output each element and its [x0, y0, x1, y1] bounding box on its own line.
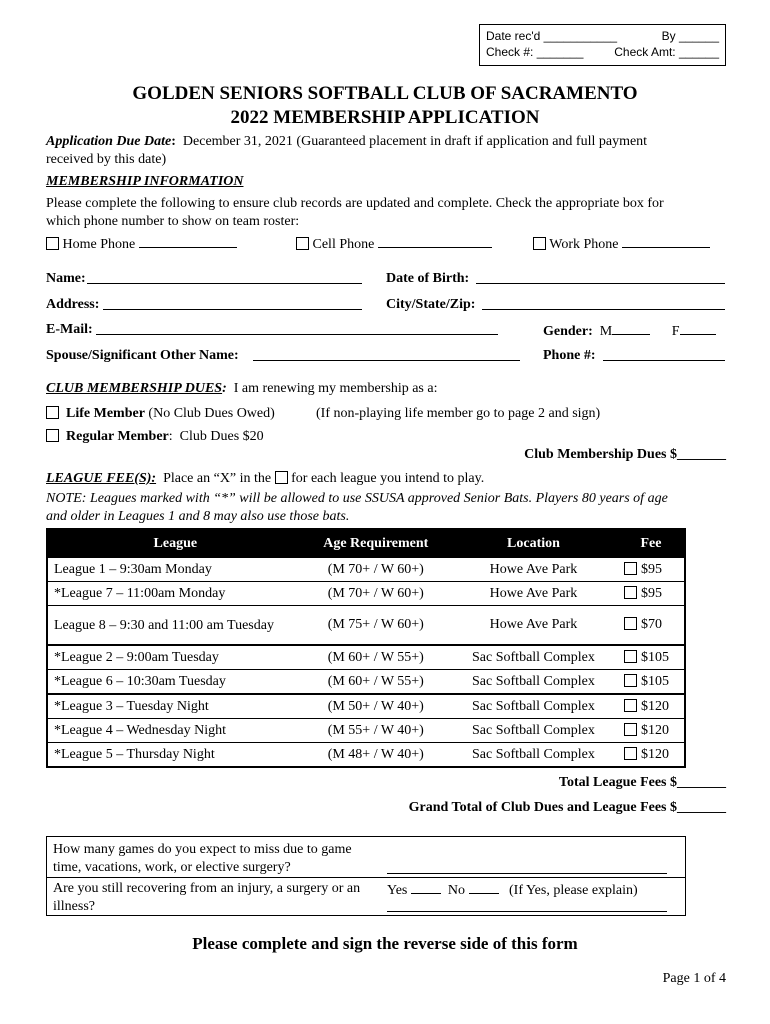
- league-checkbox[interactable]: [624, 586, 637, 599]
- location: Sac Softball Complex: [449, 645, 618, 670]
- league-note: NOTE: Leagues marked with “*” will be allowed to use SSUSA approved Senior Bats. Players 80 years of age: [46, 491, 668, 506]
- gender-female-field[interactable]: [680, 321, 716, 335]
- header-fee: Fee: [618, 529, 685, 558]
- age-requirement: (M 50+ / W 40+): [303, 694, 449, 719]
- total-league-fees[interactable]: Total League Fees $_______: [558, 775, 726, 790]
- gender-row: Gender: M F: [543, 321, 716, 341]
- location: Sac Softball Complex: [449, 694, 618, 719]
- league-name: *League 2 – 9:00am Tuesday: [47, 645, 303, 670]
- missed-games-field[interactable]: [387, 859, 667, 874]
- due-date-line: Application Due Date: December 31, 2021 (Guaranteed placement in draft if application and full payment: [46, 134, 648, 149]
- name-field[interactable]: [87, 269, 362, 284]
- work-phone-checkbox[interactable]: [533, 237, 546, 250]
- spouse-label: Spouse/Significant Other Name:: [46, 348, 239, 363]
- home-phone-field[interactable]: [139, 234, 237, 248]
- location: Sac Softball Complex: [449, 719, 618, 743]
- league-name: *League 7 – 11:00am Monday: [47, 582, 303, 606]
- office-use-box: [479, 24, 726, 66]
- league-table-header: [47, 529, 685, 558]
- fee-amount: $120: [640, 722, 669, 738]
- table-row: [47, 743, 685, 768]
- table-row: [47, 558, 685, 582]
- injury-answer-row: Yes No (If Yes, please explain): [387, 880, 638, 900]
- age-requirement: (M 75+ / W 60+): [303, 606, 449, 646]
- age-requirement: (M 48+ / W 40+): [303, 743, 449, 768]
- questions-box: [46, 836, 686, 916]
- cell-phone-option[interactable]: Cell Phone: [296, 234, 492, 254]
- check-number-field[interactable]: Check #: _______: [486, 45, 584, 59]
- header-league: League: [47, 529, 303, 558]
- fee-amount: $95: [640, 585, 662, 601]
- home-phone-option[interactable]: Home Phone: [46, 234, 237, 254]
- address-field[interactable]: [103, 295, 362, 310]
- regular-member-checkbox[interactable]: [46, 429, 59, 442]
- location: Sac Softball Complex: [449, 743, 618, 768]
- league-checkbox[interactable]: [624, 617, 637, 630]
- membership-heading: MEMBERSHIP INFORMATION: [46, 174, 244, 189]
- fee-amount: $95: [640, 561, 662, 577]
- header-location: Location: [449, 529, 618, 558]
- location: Sac Softball Complex: [449, 670, 618, 695]
- league-checkbox[interactable]: [624, 562, 637, 575]
- location: Howe Ave Park: [449, 558, 618, 582]
- life-member-note: (If non-playing life member go to page 2 and sign): [316, 406, 601, 421]
- league-fees-heading-row: LEAGUE FEE(S): Place an “X” in the for each league you intend to play.: [46, 471, 485, 486]
- email-label: E-Mail:: [46, 322, 93, 337]
- home-phone-checkbox[interactable]: [46, 237, 59, 250]
- age-requirement: (M 70+ / W 60+): [303, 558, 449, 582]
- dob-field[interactable]: [476, 269, 725, 284]
- league-name: *League 3 – Tuesday Night: [47, 694, 303, 719]
- league-checkbox[interactable]: [624, 723, 637, 736]
- age-requirement: (M 70+ / W 60+): [303, 582, 449, 606]
- league-name: *League 6 – 10:30am Tuesday: [47, 670, 303, 695]
- spouse-phone-label: Phone #:: [543, 348, 596, 363]
- received-by-field[interactable]: By ______: [661, 29, 719, 43]
- due-date-line-2: received by this date): [46, 152, 167, 167]
- injury-yes-field[interactable]: [411, 880, 441, 894]
- sign-reverse-note: Please complete and sign the reverse side of this form: [192, 934, 578, 953]
- fee-amount: $70: [640, 617, 662, 632]
- gender-male-field[interactable]: [612, 321, 650, 335]
- league-checkbox[interactable]: [624, 674, 637, 687]
- dob-label: Date of Birth:: [386, 271, 470, 286]
- life-member-checkbox[interactable]: [46, 406, 59, 419]
- question-missed-games: How many games do you expect to miss due to game time, vacations, work, or elective surgery?: [53, 842, 352, 875]
- league-note-2: and older in Leagues 1 and 8 may also use those bats.: [46, 509, 350, 524]
- dues-heading-row: CLUB MEMBERSHIP DUES: I am renewing my membership as a:: [46, 381, 438, 396]
- header-age: Age Requirement: [303, 529, 449, 558]
- fee-amount: $105: [640, 649, 669, 665]
- life-member-option[interactable]: Life Member (No Club Dues Owed): [46, 405, 275, 423]
- grand-total[interactable]: Grand Total of Club Dues and League Fees $_______: [408, 800, 726, 815]
- league-name: League 1 – 9:30am Monday: [47, 558, 303, 582]
- table-row: [47, 719, 685, 743]
- work-phone-option[interactable]: Work Phone: [533, 234, 710, 254]
- page-subtitle: 2022 MEMBERSHIP APPLICATION: [230, 107, 540, 128]
- cell-phone-checkbox[interactable]: [296, 237, 309, 250]
- fee-amount: $120: [640, 698, 669, 714]
- table-row: [47, 582, 685, 606]
- email-field[interactable]: [96, 320, 498, 335]
- fee-amount: $105: [640, 673, 669, 689]
- spouse-phone-field[interactable]: [603, 346, 725, 361]
- page-title: GOLDEN SENIORS SOFTBALL CLUB OF SACRAMENTO: [132, 83, 638, 104]
- table-row: [47, 694, 685, 719]
- league-checkbox[interactable]: [624, 650, 637, 663]
- league-name: League 8 – 9:30 and 11:00 am Tuesday: [47, 606, 303, 646]
- address-label: Address:: [46, 297, 100, 312]
- membership-instructions-2: which phone number to show on team roster:: [46, 214, 300, 229]
- age-requirement: (M 60+ / W 55+): [303, 670, 449, 695]
- page-number: Page 1 of 4: [662, 971, 726, 986]
- league-checkbox[interactable]: [624, 699, 637, 712]
- cell-phone-field[interactable]: [378, 234, 492, 248]
- injury-explain-field[interactable]: [387, 897, 667, 912]
- membership-instructions: Please complete the following to ensure club records are updated and complete. Check the appropriate box for: [46, 196, 664, 211]
- league-table: [46, 528, 686, 768]
- club-dues-total[interactable]: Club Membership Dues $_______: [524, 447, 726, 462]
- table-row: [47, 645, 685, 670]
- league-name: *League 4 – Wednesday Night: [47, 719, 303, 743]
- date-received-field[interactable]: Date rec'd ___________: [486, 29, 618, 43]
- injury-no-field[interactable]: [469, 880, 499, 894]
- age-requirement: (M 55+ / W 40+): [303, 719, 449, 743]
- city-field[interactable]: [482, 295, 725, 310]
- league-name: *League 5 – Thursday Night: [47, 743, 303, 768]
- location: Howe Ave Park: [449, 582, 618, 606]
- table-row: [47, 606, 685, 646]
- age-requirement: (M 60+ / W 55+): [303, 645, 449, 670]
- table-row: [47, 670, 685, 695]
- example-checkbox-icon: [275, 471, 288, 484]
- name-label: Name:: [46, 271, 86, 286]
- location: Howe Ave Park: [449, 606, 618, 646]
- regular-member-option[interactable]: Regular Member: Club Dues $20: [46, 428, 264, 446]
- question-injury: Are you still recovering from an injury, a surgery or an illness?: [53, 881, 361, 914]
- spouse-field[interactable]: [253, 346, 520, 361]
- check-amount-field[interactable]: Check Amt: ______: [614, 45, 719, 59]
- league-checkbox[interactable]: [624, 747, 637, 760]
- work-phone-field[interactable]: [622, 234, 710, 248]
- city-label: City/State/Zip:: [386, 297, 476, 312]
- questions-divider: [47, 877, 685, 878]
- fee-amount: $120: [640, 746, 669, 762]
